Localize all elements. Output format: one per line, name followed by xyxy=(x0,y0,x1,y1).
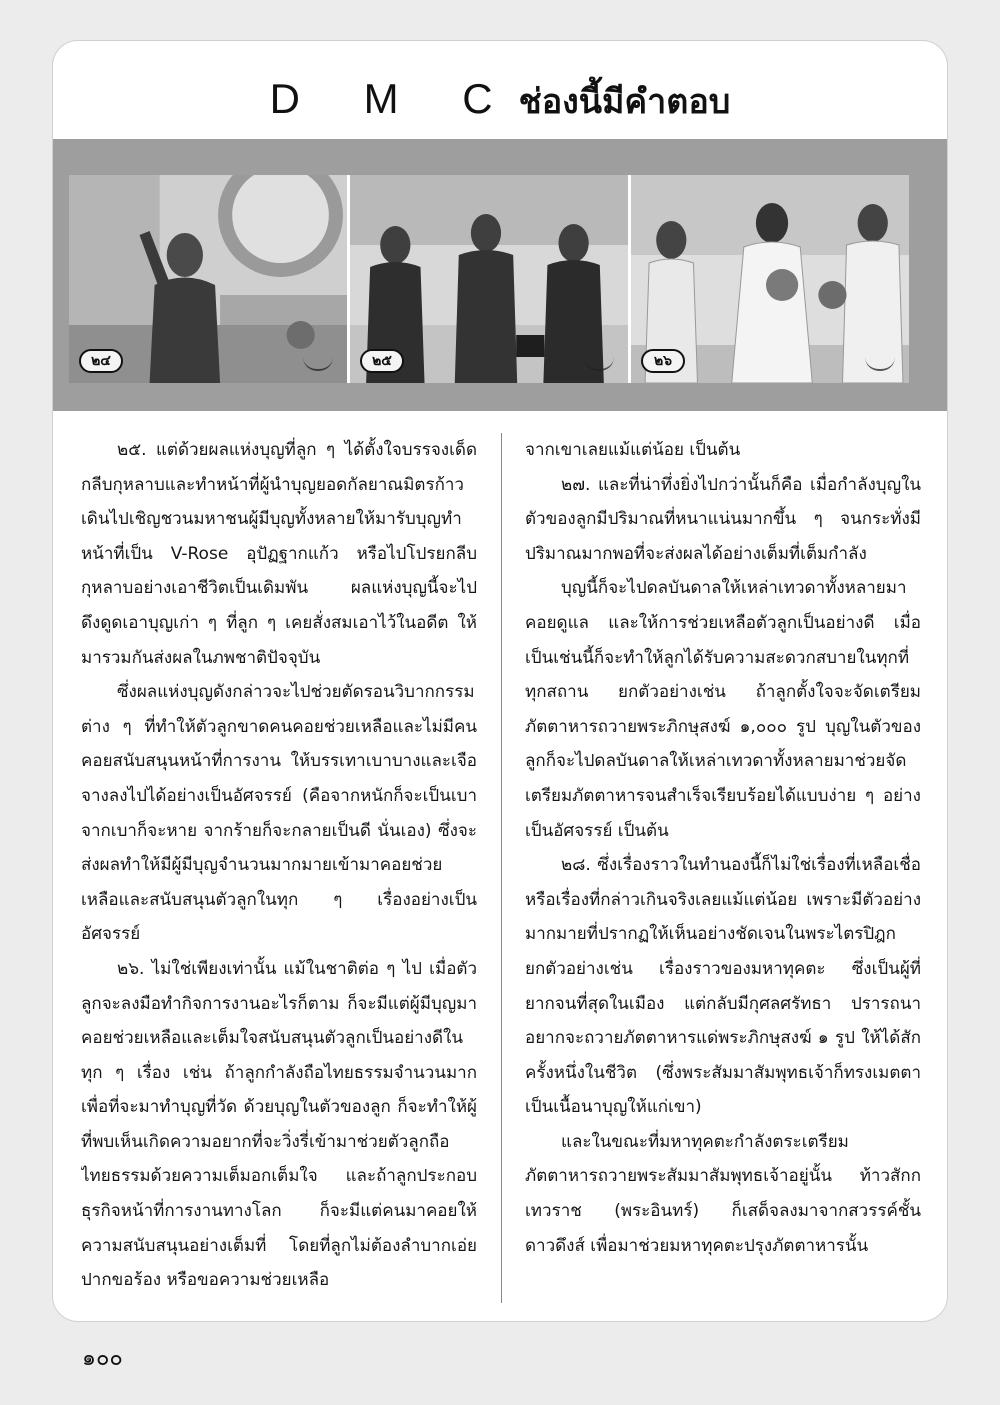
title-thai: ช่องนี้มีคำตอบ xyxy=(518,82,731,122)
paragraph: และในขณะที่มหาทุคตะกำลังตระเตรียมภัตตาหารถวายพระสัมมาสัมพุทธเจ้าอยู่นั้น ท้าวสักกเทวราช (พระอินทร์) ก็เสด็จลงมาจากสวรรค์ชั้นดาวดึงส์ เพื่อมาช่วยมหาทุคตะปรุงภัตตาหารนั้น xyxy=(525,1131,921,1256)
left-column xyxy=(81,433,477,1303)
photo-strip xyxy=(69,175,909,383)
page-title xyxy=(53,69,947,132)
paragraph-25: ๒๕. แต่ด้วยผลแห่งบุญที่ลูก ๆ ได้ตั้งใจบรรจงเด็ดกลีบกุหลาบและทำหน้าที่ผู้นำบุญยอดกัลยาณมิตรก้าวเดินไปเชิญชวนมหาชนผู้มีบุญทั้งหลายให้มารับบุญทำหน้าที่เป็น V-Rose อุปัฏฐากแก้ว หรือไปโปรยกลีบกุหลาบอย่างเอาชีวิตเป็นเดิมพัน ผลแห่งบุญนี้จะไปดึงดูดเอาบุญเก่า ๆ ที่ลูก ๆ เคยสั่งสมเอาไว้ในอดีต ให้มารวมกันส่งผลในภพชาติปัจจุบัน xyxy=(81,440,477,668)
scene-photo-25 xyxy=(350,175,628,383)
page-card xyxy=(52,40,948,1322)
body-columns xyxy=(81,433,921,1303)
right-column xyxy=(525,433,921,1303)
scene-number-badge: ๒๖ xyxy=(641,349,685,373)
page-number: ๑๐๐ xyxy=(82,1346,123,1371)
paragraph-26: ๒๖. ไม่ใช่เพียงเท่านั้น แม้ในชาติต่อ ๆ ไป เมื่อตัวลูกจะลงมือทำกิจการงานอะไรก็ตาม ก็จะมีแต่ผู้มีบุญมาคอยช่วยเหลือและเต็มใจสนับสนุนตัวลูกเป็นอย่างดีในทุก ๆ เรื่อง เช่น ถ้าลูกกำลังถือไทยธรรมจำนวนมาก เพื่อที่จะมาทำบุญที่วัด ด้วยบุญในตัวของลูก ก็จะทำให้ผู้ที่พบเห็นเกิดความอยากที่จะวิ่งรี่เข้ามาช่วยตัวลูกถือไทยธรรมด้วยความเต็มอกเต็มใจ และถ้าลูกประกอบธุรกิจหน้าที่การงานทางโลก ก็จะมีแต่คนมาคอยให้ความสนับสนุนอย่างเต็มที่ โดยที่ลูกไม่ต้องลำบากเอ่ยปากขอร้อง หรือขอความช่วยเหลือ xyxy=(81,958,477,1291)
scene-photo-24 xyxy=(69,175,347,383)
paragraph-27: ๒๗. และที่น่าทึ่งยิ่งไปกว่านั้นก็คือ เมื่อกำลังบุญในตัวของลูกมีปริมาณที่หนาแน่นมากขึ้น ๆ จนกระทั่งมีปริมาณมากพอที่จะส่งผลได้อย่างเต็มที่เต็มกำลัง xyxy=(525,474,921,564)
scene-photo-26 xyxy=(631,175,909,383)
scene-number-badge: ๒๔ xyxy=(79,349,123,373)
paragraph: บุญนี้ก็จะไปดลบันดาลให้เหล่าเทวดาทั้งหลายมาคอยดูแล และให้การช่วยเหลือตัวลูกเป็นอย่างดี เมื่อเป็นเช่นนี้ก็จะทำให้ลูกได้รับความสะดวกสบายในทุกที่ทุกสถาน ยกตัวอย่างเช่น ถ้าลูกตั้งใจจะจัดเตรียมภัตตาหารถวายพระภิกษุสงฆ์ ๑,๐๐๐ รูป บุญในตัวของลูกก็จะไปดลบันดาลให้เหล่าเทวดาทั้งหลายมาช่วยจัดเตรียมภัตตาหารจนสำเร็จเรียบร้อยได้แบบง่าย ๆ อย่างเป็นอัศจรรย์ เป็นต้น xyxy=(525,578,921,841)
paragraph-continuation: จากเขาเลยแม้แต่น้อย เป็นต้น xyxy=(525,440,741,460)
title-latin: D M C xyxy=(269,75,519,122)
paragraph: ซึ่งผลแห่งบุญดังกล่าวจะไปช่วยตัดรอนวิบากกรรมต่าง ๆ ที่ทำให้ตัวลูกขาดคนคอยช่วยเหลือและไม่มีคนคอยสนับสนุนหน้าที่การงาน ให้บรรเทาเบาบางและเจือจางลงไปได้อย่างเป็นอัศจรรย์ (คือจากหนักก็จะเป็นเบา จากเบาก็จะหาย จากร้ายก็จะกลายเป็นดี นั่นเอง) ซึ่งจะส่งผลทำให้มีผู้มีบุญจำนวนมากมายเข้ามาคอยช่วยเหลือและสนับสนุนตัวลูกในทุก ๆ เรื่องอย่างเป็นอัศจรรย์ xyxy=(81,682,477,945)
photo-band xyxy=(53,139,947,411)
column-divider xyxy=(501,433,502,1303)
paragraph-28: ๒๘. ซึ่งเรื่องราวในทำนองนี้ก็ไม่ใช่เรื่องที่เหลือเชื่อ หรือเรื่องที่กล่าวเกินจริงเลยแม้แต่น้อย เพราะมีตัวอย่างมากมายที่ปรากฏให้เห็นอย่างชัดเจนในพระไตรปิฎก ยกตัวอย่างเช่น เรื่องราวของมหาทุคตะ ซึ่งเป็นผู้ที่ยากจนที่สุดในเมือง แต่กลับมีกุศลศรัทธา ปรารถนาอยากจะถวายภัตตาหารแด่พระภิกษุสงฆ์ ๑ รูป ให้ได้สักครั้งหนึ่งในชีวิต (ซึ่งพระสัมมาสัมพุทธเจ้าก็ทรงเมตตาเป็นเนื้อนาบุญให้แก่เขา) xyxy=(525,855,921,1118)
scene-number-badge: ๒๕ xyxy=(360,349,404,373)
